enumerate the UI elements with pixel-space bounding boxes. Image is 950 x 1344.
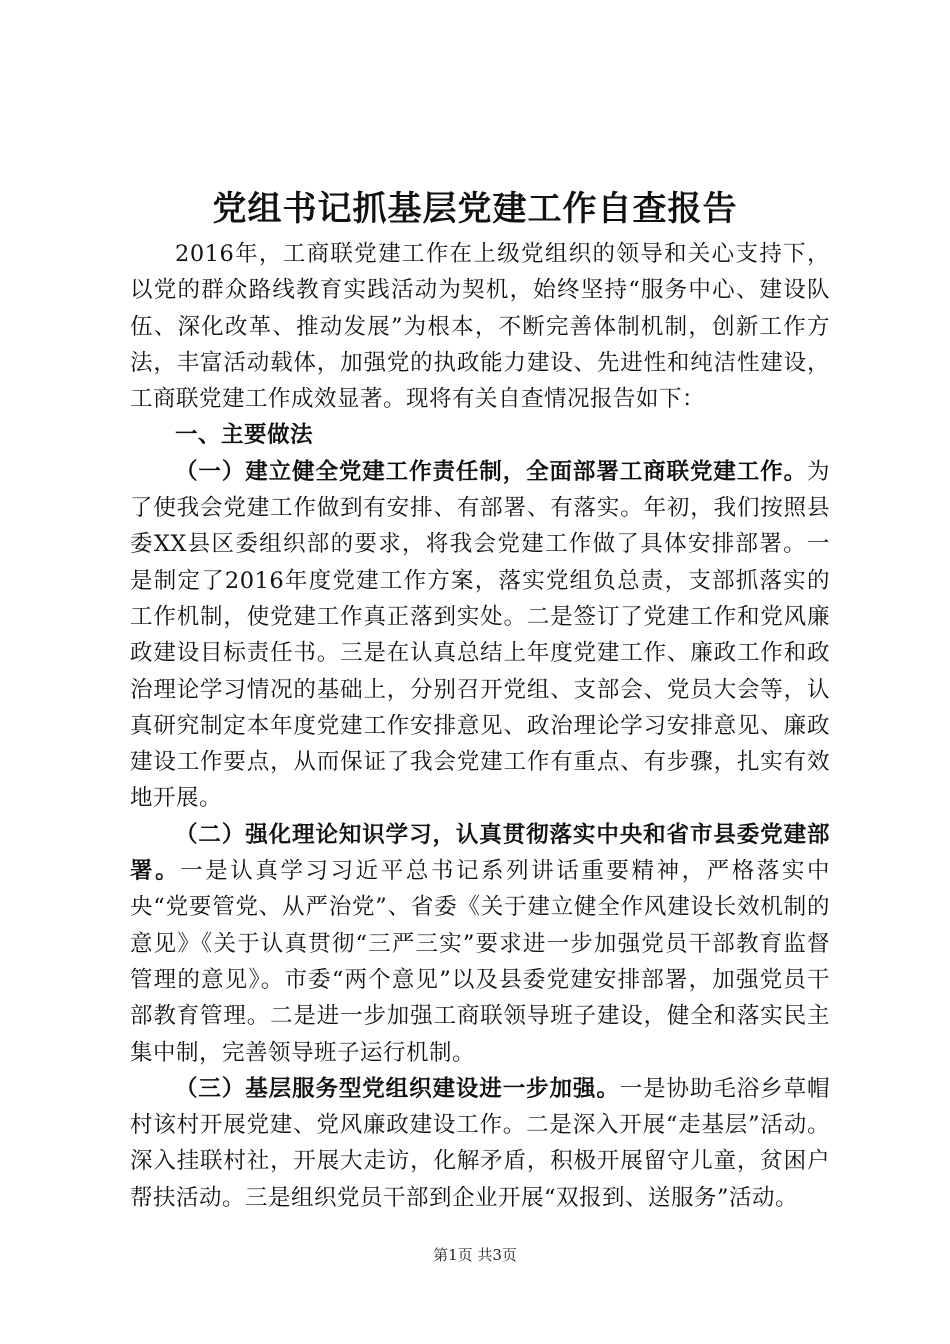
- item-text: 一是认真学习习近平总书记系列讲话重要精神，严格落实中央“党要管党、从严治党”、省委《关于建立健全作风建设长效机制的意见》《关于认真贯彻“三严三实”要求进一步加强党员干部教育监督管理的意见》。市委“两个意见”以及县委党建安排部署，加强党员干部教育管理。二是进一步加强工商联领导班子建设，健全和落实民主集中制，完善领导班子运行机制。: [130, 858, 830, 1066]
- item-lead: （三）基层服务型党组织建设进一步加强。: [175, 1075, 620, 1102]
- page-footer: 第1页 共3页: [433, 1246, 517, 1264]
- item-paragraph-3: [130, 1071, 830, 1216]
- item-lead: （一）建立健全党建工作责任制，全面部署工商联党建工作。: [175, 458, 807, 485]
- document-title: 党组书记抓基层党建工作自查报告: [212, 189, 738, 229]
- item-lead: （二）强化理论知识学习，认真贯彻落实中央和省市县委党建部署。: [130, 821, 830, 885]
- section-heading: 一、主要做法: [175, 422, 314, 449]
- document-body: [130, 236, 830, 1216]
- intro-paragraph: 2016年，工商联党建工作在上级党组织的领导和关心支持下，以党的群众路线教育实践活动为契机，始终坚持“服务中心、建设队伍、深化改革、推动发展”为根本，不断完善体制机制，创新工作方法，丰富活动载体，加强党的执政能力建设、先进性和纯洁性建设，工商联党建工作成效显著。现将有关自查情况报告如下：: [130, 241, 830, 413]
- item-paragraph-2: [130, 817, 830, 1071]
- item-text: 为了使我会党建工作做到有安排、有部署、有落实。年初，我们按照县委XX县区委组织部的要求，将我会党建工作做了具体安排部署。一是制定了2016年度党建工作方案，落实党组负总责，支部抓落实的工作机制，使党建工作真正落到实处。二是签订了党建工作和党风廉政建设目标责任书。三是在认真总结上年度党建工作、廉政工作和政治理论学习情况的基础上，分别召开党组、支部会、党员大会等，认真研究制定本年度党建工作安排意见、政治理论学习安排意见、廉政建设工作要点，从而保证了我会党建工作有重点、有步骤，扎实有效地开展。: [130, 458, 830, 812]
- item-paragraph-1: [130, 454, 830, 817]
- item-text: 一是协助毛浴乡草帽村该村开展党建、党风廉政建设工作。二是深入开展“走基层”活动。深入挂联村社，开展大走访，化解矛盾，积极开展留守儿童，贫困户帮扶活动。三是组织党员干部到企业开展“双报到、送服务”活动。: [130, 1075, 830, 1211]
